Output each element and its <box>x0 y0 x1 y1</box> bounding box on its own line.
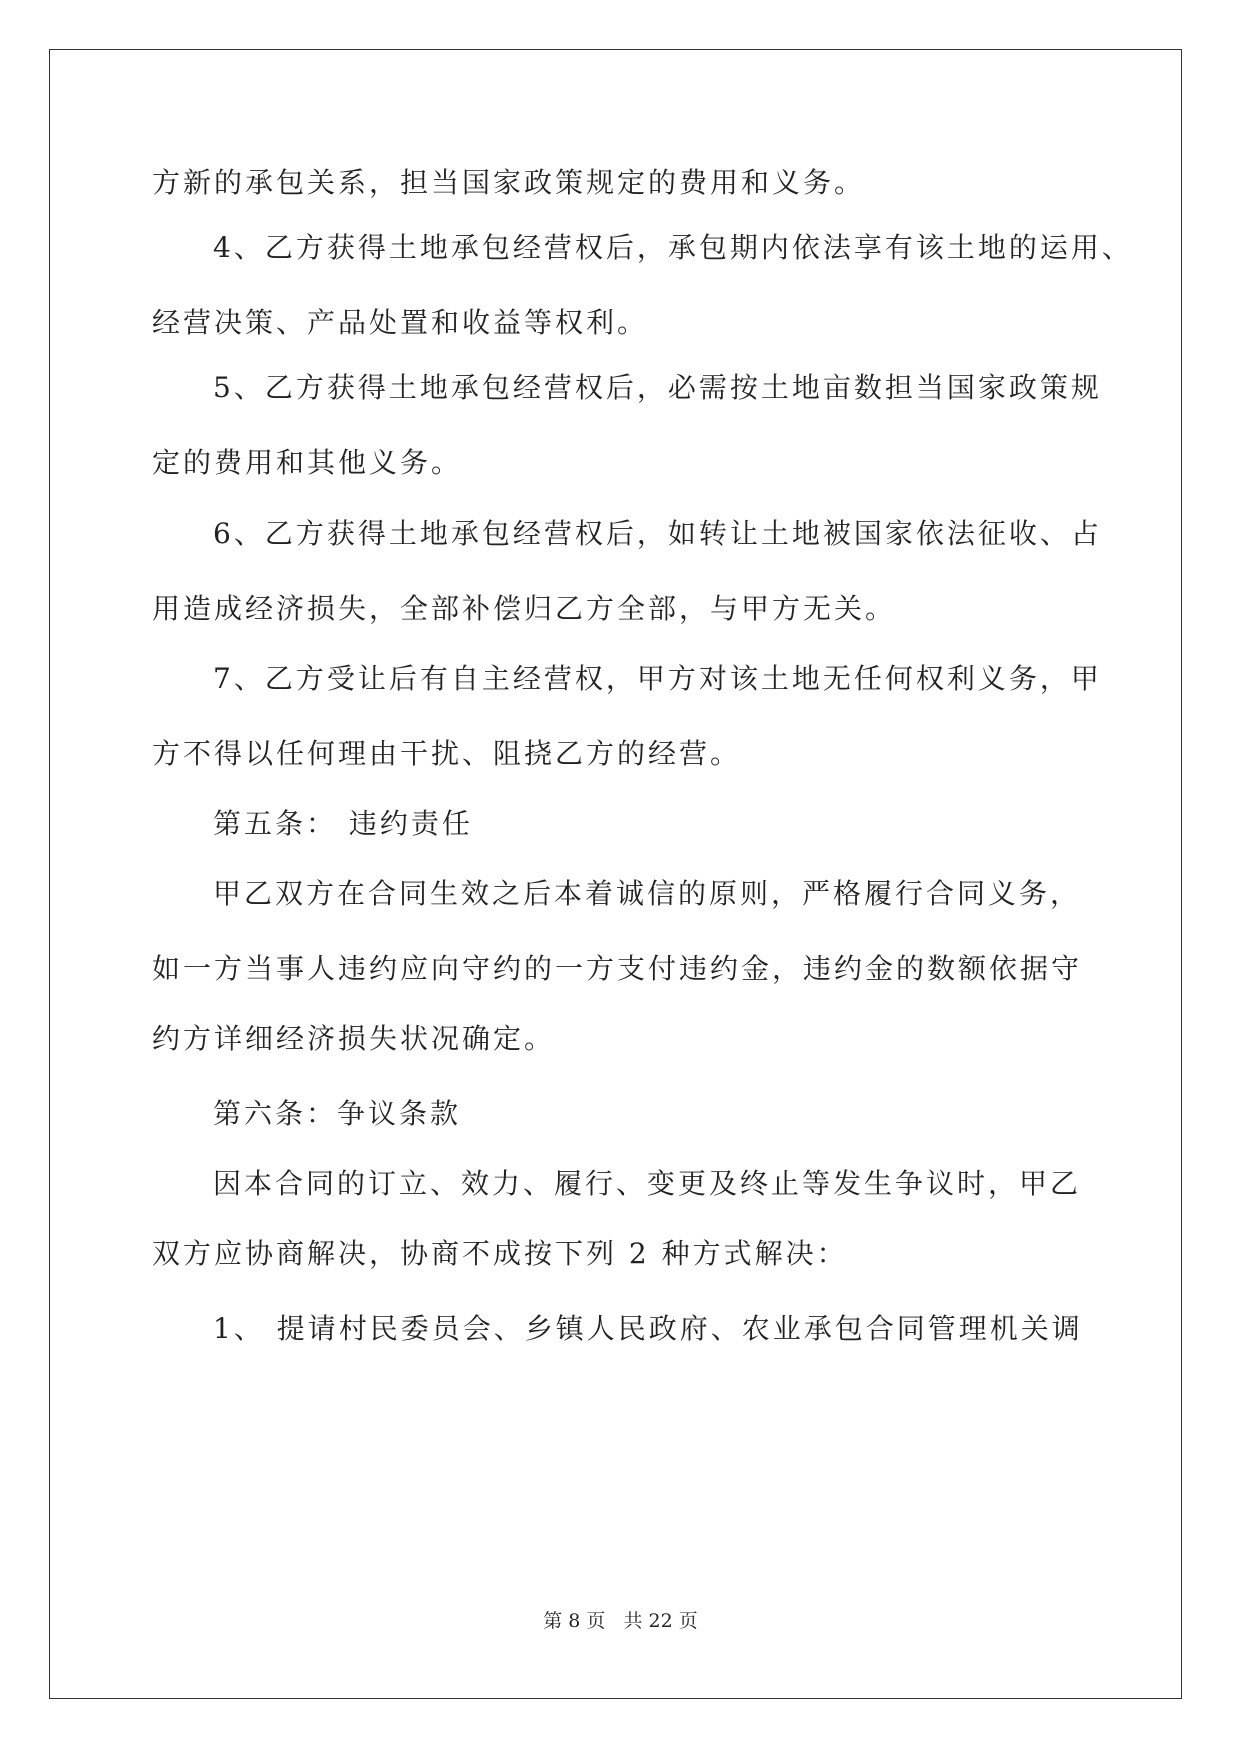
text-line-12: 如一方当事人违约应向守约的一方支付违约金，违约金的数额依据守 <box>152 952 1083 985</box>
text-line-4: 5、乙方获得土地承包经营权后，必需按土地亩数担当国家政策规 <box>213 371 1102 404</box>
text-line-9: 方不得以任何理由干扰、阻挠乙方的经营。 <box>152 737 742 770</box>
section-heading-5: 第五条： 违约责任 <box>213 807 473 840</box>
text-line-3: 经营决策、产品处置和收益等权利。 <box>152 306 649 339</box>
text-line-7: 用造成经济损失，全部补偿归乙方全部，与甲方无关。 <box>152 592 897 625</box>
text-line-17: 1、 提请村民委员会、乡镇人民政府、农业承包合同管理机关调 <box>213 1312 1083 1345</box>
text-line-8: 7、乙方受让后有自主经营权，甲方对该土地无任何权利义务，甲 <box>213 662 1102 695</box>
text-line-15: 因本合同的订立、效力、履行、变更及终止等发生争议时，甲乙 <box>213 1167 1082 1200</box>
text-line-2: 4、乙方获得土地承包经营权后，承包期内依法享有该土地的运用、 <box>213 231 1133 264</box>
page-number-footer: 第 8 页 共 22 页 <box>543 1610 698 1632</box>
text-line-13: 约方详细经济损失状况确定。 <box>152 1022 556 1055</box>
text-line-11: 甲乙双方在合同生效之后本着诚信的原则，严格履行合同义务， <box>213 877 1082 910</box>
text-line-6: 6、乙方获得土地承包经营权后，如转让土地被国家依法征收、占 <box>213 517 1102 550</box>
text-line-16: 双方应协商解决，协商不成按下列 2 种方式解决： <box>152 1237 848 1270</box>
text-line-1: 方新的承包关系，担当国家政策规定的费用和义务。 <box>152 166 866 199</box>
section-heading-6: 第六条：争议条款 <box>213 1097 462 1130</box>
text-line-5: 定的费用和其他义务。 <box>152 446 463 479</box>
